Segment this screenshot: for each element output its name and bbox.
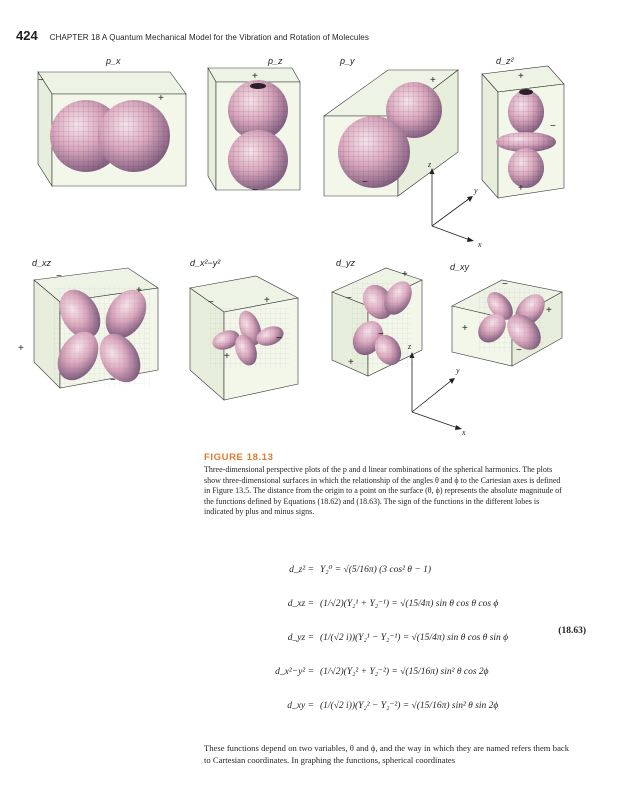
- panel-label: p_y: [340, 56, 355, 66]
- equation-rhs: Y₂⁰ = √(5/16π) (3 cos² θ − 1): [320, 565, 432, 575]
- axes-diagram-top: [418, 160, 498, 250]
- axis-arrows: [418, 160, 498, 250]
- orbital-plot-dx2y2: [180, 258, 340, 408]
- sign-label: +: [430, 75, 436, 86]
- equation-lhs: d_xy =: [287, 700, 314, 711]
- sign-label: +: [462, 323, 468, 334]
- sign-label: +: [18, 343, 24, 354]
- panel-label: d_x²−y²: [190, 258, 221, 268]
- sign-label: +: [546, 305, 552, 316]
- orbital-plot-px: [28, 56, 188, 206]
- equation-line: [270, 564, 431, 575]
- equation-line: [270, 666, 489, 677]
- panel-label: d_z²: [496, 56, 514, 66]
- equation-rhs: (1/(√2 i))(Y₂² − Y₂⁻²) = √(15/16π) sin² θ sin 2ϕ: [320, 701, 499, 711]
- box-plot: [24, 258, 184, 408]
- box-plot: [28, 56, 188, 206]
- axis-arrows: [396, 336, 476, 436]
- equation-line: [270, 700, 498, 711]
- equation-lhs: d_yz =: [287, 632, 314, 643]
- axis-label-y: y: [474, 186, 478, 195]
- sign-label: +: [158, 93, 164, 104]
- equation-lhs: d_x²−y² =: [275, 666, 314, 677]
- equation-lhs: d_xz =: [287, 598, 314, 609]
- axis-label-y: y: [456, 366, 460, 375]
- axes-diagram-bottom: [396, 336, 476, 436]
- equation-rhs: (1/√2)(Y₂² + Y₂⁻²) = √(15/16π) sin² θ cos 2ϕ: [320, 667, 489, 677]
- equation-line: [270, 598, 498, 609]
- sign-label: −: [550, 121, 556, 132]
- panel-label: p_x: [106, 56, 121, 66]
- sign-label: −: [110, 375, 116, 386]
- sign-label: +: [402, 269, 408, 280]
- sign-label: +: [136, 285, 142, 296]
- equation-block: [270, 550, 590, 730]
- sign-label: −: [38, 75, 44, 86]
- sign-label: +: [518, 71, 524, 82]
- sign-label: +: [518, 183, 524, 194]
- sign-label: −: [276, 333, 282, 344]
- panel-label: p_z: [268, 56, 283, 66]
- equation-rhs: (1/√2)(Y₂¹ + Y₂⁻¹) = √(15/4π) sin θ cos θ cos ϕ: [320, 599, 499, 609]
- page-header: [16, 28, 369, 44]
- sign-label: −: [516, 345, 522, 356]
- sign-label: −: [208, 297, 214, 308]
- page-number: 424: [16, 28, 38, 43]
- axis-label-x: x: [478, 240, 482, 249]
- sign-label: +: [348, 357, 354, 368]
- sign-label: +: [252, 71, 258, 82]
- box-plot: [180, 258, 340, 408]
- sign-label: −: [502, 279, 508, 290]
- axis-label-x: x: [462, 428, 466, 437]
- figure-caption: [204, 452, 564, 518]
- sign-label: +: [264, 295, 270, 306]
- equation-number: (18.63): [558, 626, 586, 636]
- panel-label: d_yz: [336, 258, 356, 268]
- sign-label: +: [224, 351, 230, 362]
- equation-rhs: (1/(√2 i))(Y₂¹ − Y₂⁻¹) = √(15/4π) sin θ cos θ sin ϕ: [320, 633, 509, 643]
- axis-label-z: z: [428, 160, 432, 169]
- equation-line: [270, 632, 508, 643]
- body-paragraph: These functions depend on two variables, θ and ϕ, and the way in which they are named refers them back to Cartesian coordinates. In graphing the functions, spherical coordinates: [204, 743, 569, 765]
- running-head: CHAPTER 18 A Quantum Mechanical Model for the Vibration and Rotation of Molecules: [49, 33, 369, 42]
- panel-label: d_xz: [32, 258, 52, 268]
- sign-label: −: [378, 329, 384, 340]
- panel-label: d_xy: [450, 262, 470, 272]
- figure-label: FIGURE 18.13: [204, 452, 274, 463]
- sign-label: −: [362, 177, 368, 188]
- orbital-plot-dxz: [18, 258, 184, 408]
- sign-label: −: [252, 185, 258, 196]
- equation-lhs: d_z² =: [289, 564, 314, 575]
- caption-text: Three-dimensional perspective plots of the p and d linear combinations of the spherical harmonics. The plots show three-dimensional surfaces in which the relationship of the angles θ and ϕ to the Cartesian axes is defined in Figure 13.5. The distance from the origin to a point on the surface (θ, ϕ) represents the absolute magnitude of the functions defined by Equations (18.62) and (18.63). The sign of the functions in the different lobes is indicated by plus and minus signs.: [204, 465, 562, 516]
- axis-label-z: z: [408, 342, 412, 351]
- sign-label: −: [56, 271, 62, 282]
- sign-label: −: [346, 293, 352, 304]
